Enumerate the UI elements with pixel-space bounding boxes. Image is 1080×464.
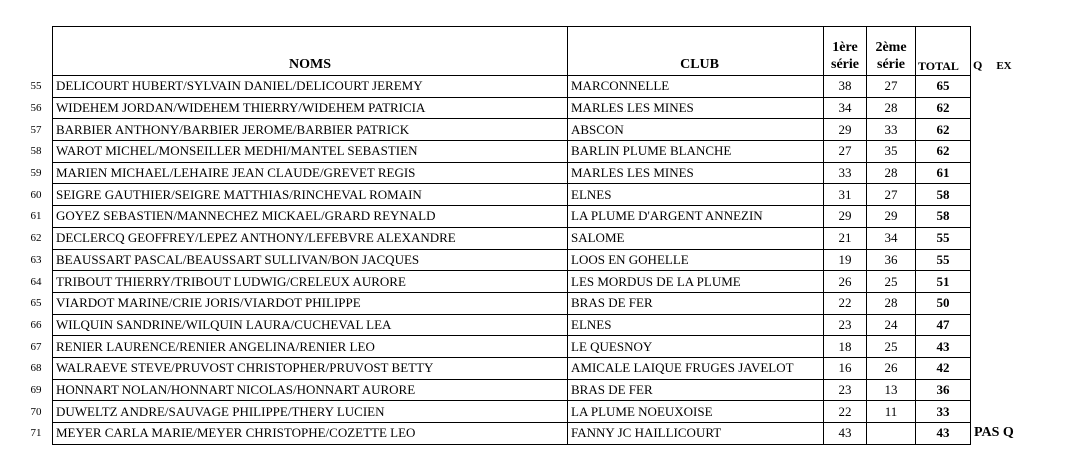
qualification-status-cell (971, 119, 1041, 141)
table-row (20, 249, 1041, 271)
table-body (20, 76, 1041, 445)
team-names-cell: GOYEZ SEBASTIEN/MANNECHEZ MICKAEL/GRARD REYNALD (53, 206, 568, 228)
table-row (20, 184, 1041, 206)
team-names-cell: WAROT MICHEL/MONSEILLER MEDHI/MANTEL SEBASTIEN (53, 141, 568, 163)
serie2-score-cell: 11 (867, 401, 916, 423)
serie1-header-line2: série (831, 57, 859, 72)
serie1-score-cell: 22 (824, 401, 867, 423)
serie1-header-line1: 1ère (832, 40, 858, 55)
serie1-score-cell: 16 (824, 357, 867, 379)
row-number: 60 (30, 188, 42, 201)
serie1-score-cell: 29 (824, 119, 867, 141)
serie1-score-cell: 43 (824, 423, 867, 445)
row-number: 69 (30, 383, 42, 396)
team-names-cell: DELICOURT HUBERT/SYLVAIN DANIEL/DELICOURT JEREMY (53, 76, 568, 98)
serie1-score-cell: 19 (824, 249, 867, 271)
club-cell: LA PLUME D'ARGENT ANNEZIN (568, 206, 824, 228)
club-cell: MARLES LES MINES (568, 97, 824, 119)
total-column-header: TOTAL (916, 27, 971, 76)
serie2-score-cell: 34 (867, 227, 916, 249)
table-row (20, 271, 1041, 293)
total-score-cell: 58 (916, 184, 971, 206)
row-number: 59 (30, 167, 42, 180)
club-cell: SALOME (568, 227, 824, 249)
team-names-cell: TRIBOUT THIERRY/TRIBOUT LUDWIG/CRELEUX AURORE (53, 271, 568, 293)
row-number: 67 (30, 340, 42, 353)
serie1-score-cell: 23 (824, 314, 867, 336)
row-number: 70 (30, 405, 42, 418)
qualification-status-cell (971, 227, 1041, 249)
row-number: 56 (30, 102, 42, 115)
qualification-status-cell (971, 76, 1041, 98)
team-names-cell: RENIER LAURENCE/RENIER ANGELINA/RENIER LEO (53, 336, 568, 358)
row-number: 65 (30, 297, 42, 310)
total-score-cell: 62 (916, 97, 971, 119)
table-row (20, 119, 1041, 141)
qualification-status-cell: PAS Q (974, 425, 1014, 441)
club-cell: MARCONNELLE (568, 76, 824, 98)
serie1-score-cell: 23 (824, 379, 867, 401)
serie2-column-header (867, 27, 916, 76)
serie1-score-cell: 22 (824, 292, 867, 314)
serie2-score-cell: 26 (867, 357, 916, 379)
table-row (20, 76, 1041, 98)
club-cell: LE QUESNOY (568, 336, 824, 358)
club-column-header: CLUB (568, 27, 824, 76)
total-score-cell: 65 (916, 76, 971, 98)
q-ex-column-header (971, 27, 1041, 76)
team-names-cell: MARIEN MICHAEL/LEHAIRE JEAN CLAUDE/GREVET REGIS (53, 162, 568, 184)
row-number: 58 (30, 145, 42, 158)
qualification-status-cell (971, 357, 1041, 379)
row-number: 55 (30, 80, 42, 93)
serie2-score-cell: 13 (867, 379, 916, 401)
row-number: 66 (30, 318, 42, 331)
ex-header: EX (996, 59, 1012, 72)
header-row (20, 27, 1041, 76)
table-row (20, 379, 1041, 401)
serie1-column-header (824, 27, 867, 76)
total-score-cell: 55 (916, 249, 971, 271)
club-cell: ABSCON (568, 119, 824, 141)
total-score-cell: 33 (916, 401, 971, 423)
qualification-status-cell (971, 162, 1041, 184)
serie1-score-cell: 33 (824, 162, 867, 184)
team-names-cell: BARBIER ANTHONY/BARBIER JEROME/BARBIER PATRICK (53, 119, 568, 141)
serie1-score-cell: 21 (824, 227, 867, 249)
row-number: 68 (30, 362, 42, 375)
qualification-status-cell (971, 206, 1041, 228)
serie2-score-cell: 29 (867, 206, 916, 228)
total-score-cell: 55 (916, 227, 971, 249)
table-row (20, 227, 1041, 249)
qualification-status-cell (971, 292, 1041, 314)
serie1-score-cell: 27 (824, 141, 867, 163)
team-names-cell: WIDEHEM JORDAN/WIDEHEM THIERRY/WIDEHEM PATRICIA (53, 97, 568, 119)
serie2-score-cell: 35 (867, 141, 916, 163)
serie2-score-cell: 24 (867, 314, 916, 336)
table-row (20, 336, 1041, 358)
serie1-score-cell: 38 (824, 76, 867, 98)
team-names-cell: DECLERCQ GEOFFREY/LEPEZ ANTHONY/LEFEBVRE ALEXANDRE (53, 227, 568, 249)
table-row (20, 314, 1041, 336)
total-score-cell: 62 (916, 141, 971, 163)
club-cell: BRAS DE FER (568, 379, 824, 401)
total-score-cell: 51 (916, 271, 971, 293)
names-column-header: NOMS (53, 27, 568, 76)
club-cell: FANNY JC HAILLICOURT (568, 423, 824, 445)
club-cell: BARLIN PLUME BLANCHE (568, 141, 824, 163)
team-names-cell: VIARDOT MARINE/CRIE JORIS/VIARDOT PHILIPPE (53, 292, 568, 314)
serie2-score-cell: 27 (867, 76, 916, 98)
table-row (20, 292, 1041, 314)
club-cell: BRAS DE FER (568, 292, 824, 314)
serie2-score-cell: 28 (867, 292, 916, 314)
row-number: 71 (30, 427, 42, 440)
serie2-score-cell (867, 423, 916, 445)
results-sheet (20, 26, 1041, 445)
qualification-status-cell (971, 401, 1041, 423)
total-score-cell: 47 (916, 314, 971, 336)
serie2-score-cell: 25 (867, 271, 916, 293)
qualification-status-cell (971, 336, 1041, 358)
row-number: 63 (30, 253, 42, 266)
club-cell: MARLES LES MINES (568, 162, 824, 184)
club-cell: ELNES (568, 184, 824, 206)
total-score-cell: 50 (916, 292, 971, 314)
club-cell: LA PLUME NOEUXOISE (568, 401, 824, 423)
qualification-status-cell (971, 379, 1041, 401)
q-header: Q (973, 57, 983, 72)
qualification-status-cell (971, 97, 1041, 119)
row-number: 57 (30, 123, 42, 136)
team-names-cell: BEAUSSART PASCAL/BEAUSSART SULLIVAN/BON JACQUES (53, 249, 568, 271)
qualification-status-cell (971, 184, 1041, 206)
serie2-score-cell: 27 (867, 184, 916, 206)
qualification-status-cell (971, 271, 1041, 293)
row-number-header (20, 27, 53, 76)
serie2-score-cell: 28 (867, 97, 916, 119)
results-table (20, 26, 1041, 445)
serie1-score-cell: 34 (824, 97, 867, 119)
row-number: 64 (30, 275, 42, 288)
serie2-score-cell: 25 (867, 336, 916, 358)
qualification-status-cell (971, 249, 1041, 271)
club-cell: LOOS EN GOHELLE (568, 249, 824, 271)
total-score-cell: 36 (916, 379, 971, 401)
club-cell: LES MORDUS DE LA PLUME (568, 271, 824, 293)
serie2-score-cell: 36 (867, 249, 916, 271)
table-row (20, 423, 1041, 445)
team-names-cell: SEIGRE GAUTHIER/SEIGRE MATTHIAS/RINCHEVAL ROMAIN (53, 184, 568, 206)
serie1-score-cell: 26 (824, 271, 867, 293)
table-row (20, 97, 1041, 119)
team-names-cell: WILQUIN SANDRINE/WILQUIN LAURA/CUCHEVAL LEA (53, 314, 568, 336)
team-names-cell: WALRAEVE STEVE/PRUVOST CHRISTOPHER/PRUVOST BETTY (53, 357, 568, 379)
club-cell: ELNES (568, 314, 824, 336)
team-names-cell: DUWELTZ ANDRE/SAUVAGE PHILIPPE/THERY LUCIEN (53, 401, 568, 423)
table-row (20, 206, 1041, 228)
table-row (20, 162, 1041, 184)
table-row (20, 141, 1041, 163)
serie2-header-line1: 2ème (875, 40, 907, 55)
row-number: 61 (30, 210, 42, 223)
table-row (20, 357, 1041, 379)
team-names-cell: HONNART NOLAN/HONNART NICOLAS/HONNART AURORE (53, 379, 568, 401)
serie2-score-cell: 33 (867, 119, 916, 141)
serie2-score-cell: 28 (867, 162, 916, 184)
total-score-cell: 61 (916, 162, 971, 184)
total-score-cell: 62 (916, 119, 971, 141)
total-score-cell: 43 (916, 336, 971, 358)
team-names-cell: MEYER CARLA MARIE/MEYER CHRISTOPHE/COZETTE LEO (53, 423, 568, 445)
qualification-status-cell (971, 141, 1041, 163)
serie2-header-line2: série (877, 57, 905, 72)
total-score-cell: 42 (916, 357, 971, 379)
serie1-score-cell: 29 (824, 206, 867, 228)
total-score-cell: 43 (916, 423, 971, 445)
total-score-cell: 58 (916, 206, 971, 228)
table-row (20, 401, 1041, 423)
qualification-status-cell (971, 314, 1041, 336)
serie1-score-cell: 31 (824, 184, 867, 206)
row-number: 62 (30, 232, 42, 245)
serie1-score-cell: 18 (824, 336, 867, 358)
club-cell: AMICALE LAIQUE FRUGES JAVELOT (568, 357, 824, 379)
